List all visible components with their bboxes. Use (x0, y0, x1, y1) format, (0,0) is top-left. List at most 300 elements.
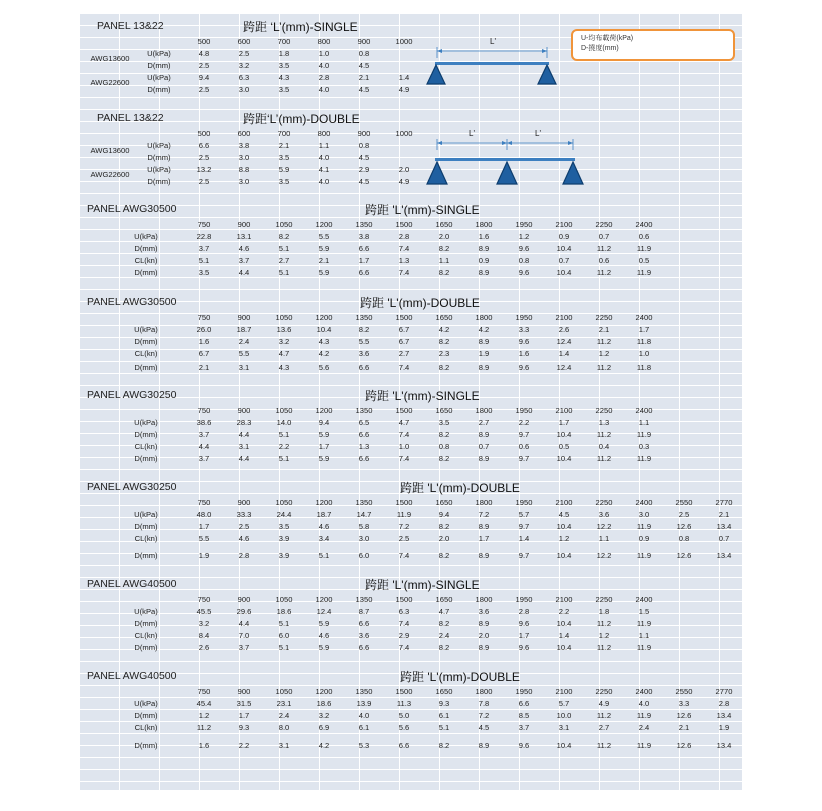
row-label: U(kPa) (147, 49, 171, 58)
table-cell: 11.8 (636, 337, 652, 346)
table-cell: 3.2 (278, 337, 290, 346)
table-cell: 3.8 (238, 141, 250, 150)
table-cell: 5.1 (278, 619, 290, 628)
legend-d-line: D-撓度(mm) (581, 45, 619, 52)
row-label: CL(kn) (134, 631, 158, 640)
table-cell: 1.0 (638, 349, 650, 358)
series-name: AWG22600 (90, 78, 130, 87)
table-cell: 11.2 (196, 723, 212, 732)
table-cell: 4.3 (278, 73, 290, 82)
table-cell: 7.2 (398, 522, 410, 531)
table-cell: 45.4 (196, 699, 212, 708)
row-label: CL(kn) (134, 534, 158, 543)
table-cell: 11.9 (636, 741, 652, 750)
table-cell: 5.9 (318, 268, 330, 277)
table-cell: 22.8 (196, 232, 212, 241)
span-header: 1650 (435, 406, 453, 415)
table-cell: 9.7 (518, 430, 530, 439)
span-heading: 跨距‘L’(mm)-DOUBLE (243, 112, 360, 126)
span-heading: 跨距 'L'(mm)-SINGLE (365, 389, 480, 403)
table-cell: 1.8 (598, 607, 610, 616)
table-cell: 6.7 (198, 349, 210, 358)
span-header: 1950 (515, 595, 533, 604)
row-label: CL(kn) (134, 723, 158, 732)
table-cell: 6.0 (278, 631, 290, 640)
table-cell: 0.8 (678, 534, 690, 543)
table-cell: 8.9 (478, 244, 490, 253)
table-cell: 4.9 (398, 85, 410, 94)
table-cell: 4.4 (238, 430, 250, 439)
table-cell: 7.4 (398, 244, 410, 253)
table-cell: 11.2 (596, 741, 612, 750)
table-cell: 1.1 (638, 418, 650, 427)
table-cell: 11.9 (636, 430, 652, 439)
span-header: 2400 (635, 595, 653, 604)
table-cell: 7.4 (398, 643, 410, 652)
table-cell: 1.9 (718, 723, 730, 732)
table-cell: 6.6 (518, 699, 530, 708)
table-cell: 1.0 (318, 49, 330, 58)
table-cell: 4.9 (598, 699, 610, 708)
table-cell: 5.9 (318, 454, 330, 463)
table-cell: 3.7 (238, 643, 250, 652)
table-cell: 1.0 (398, 442, 410, 451)
table-cell: 2.7 (598, 723, 610, 732)
table-cell: 7.4 (398, 268, 410, 277)
table-cell: 4.2 (438, 325, 450, 334)
table-cell: 1.7 (318, 442, 330, 451)
span-label-left: L' (469, 129, 475, 138)
table-cell: 11.2 (596, 711, 612, 720)
table-cell: 13.4 (716, 551, 732, 560)
table-cell: 6.3 (398, 607, 410, 616)
span-header: 1200 (315, 687, 333, 696)
table-cell: 1.7 (638, 325, 650, 334)
span-header: 900 (357, 129, 371, 138)
table-cell: 2.7 (398, 349, 410, 358)
row-label: D(mm) (134, 244, 158, 253)
panel-title: PANEL AWG30500 (87, 296, 177, 308)
span-header: 1800 (475, 498, 493, 507)
panel-title: PANEL AWG30250 (87, 389, 177, 401)
table-cell: 0.8 (358, 49, 370, 58)
table-cell: 1.4 (518, 534, 530, 543)
table-cell: 4.3 (318, 337, 330, 346)
table-cell: 9.4 (438, 510, 450, 519)
table-cell: 0.6 (638, 232, 650, 241)
span-header: 750 (197, 313, 211, 322)
table-cell: 23.1 (276, 699, 292, 708)
table-cell: 3.1 (238, 363, 250, 372)
table-cell: 4.4 (238, 619, 250, 628)
table-cell: 0.4 (598, 442, 610, 451)
table-cell: 8.2 (438, 363, 450, 372)
row-label: D(mm) (134, 268, 158, 277)
span-header: 2770 (715, 687, 733, 696)
table-cell: 2.9 (358, 165, 370, 174)
table-cell: 1.2 (198, 711, 210, 720)
table-cell: 4.4 (198, 442, 210, 451)
table-cell: 0.7 (558, 256, 570, 265)
table-cell: 6.0 (358, 551, 370, 560)
table-cell: 0.6 (518, 442, 530, 451)
table-cell: 13.4 (716, 741, 732, 750)
table-cell: 9.6 (518, 741, 530, 750)
table-cell: 4.4 (238, 454, 250, 463)
span-header: 2400 (635, 406, 653, 415)
table-cell: 8.9 (478, 363, 490, 372)
table-cell: 13.1 (236, 232, 252, 241)
table-cell: 12.4 (556, 337, 572, 346)
table-cell: 4.2 (318, 741, 330, 750)
span-header: 900 (237, 406, 251, 415)
table-cell: 8.9 (478, 268, 490, 277)
span-header: 2100 (555, 313, 573, 322)
table-cell: 6.6 (358, 268, 370, 277)
table-cell: 4.8 (198, 49, 210, 58)
table-cell: 11.2 (596, 619, 612, 628)
table-cell: 2.0 (438, 232, 450, 241)
table-cell: 11.2 (596, 244, 612, 253)
span-header: 2100 (555, 687, 573, 696)
table-cell: 18.7 (316, 510, 332, 519)
table-cell: 1.4 (398, 73, 410, 82)
table-cell: 4.5 (358, 153, 370, 162)
table-cell: 8.9 (478, 337, 490, 346)
table-cell: 3.0 (638, 510, 650, 519)
span-header: 2400 (635, 498, 653, 507)
table-cell: 2.4 (438, 631, 450, 640)
table-cell: 12.2 (596, 522, 612, 531)
table-cell: 1.3 (358, 442, 370, 451)
table-cell: 5.1 (318, 551, 330, 560)
table-cell: 10.4 (556, 643, 572, 652)
table-cell: 2.4 (238, 337, 250, 346)
table-cell: 4.7 (278, 349, 290, 358)
span-header: 750 (197, 220, 211, 229)
span-header: 2100 (555, 406, 573, 415)
panel-title: PANEL AWG40500 (87, 670, 177, 682)
row-label: D(mm) (147, 177, 171, 186)
table-cell: 5.7 (518, 510, 530, 519)
span-header: 2400 (635, 220, 653, 229)
span-header: 1800 (475, 220, 493, 229)
span-header: 1350 (355, 313, 373, 322)
table-cell: 14.0 (276, 418, 292, 427)
span-heading: 跨距 ‘L’(mm)-SINGLE (243, 20, 358, 34)
row-label: D(mm) (134, 522, 158, 531)
table-cell: 7.4 (398, 619, 410, 628)
table-cell: 18.6 (276, 607, 292, 616)
table-cell: 3.7 (198, 244, 210, 253)
table-cell: 4.0 (638, 699, 650, 708)
table-cell: 0.8 (438, 442, 450, 451)
table-cell: 1.7 (238, 711, 250, 720)
table-cell: 6.6 (358, 454, 370, 463)
table-cell: 3.7 (238, 256, 250, 265)
table-cell: 12.6 (676, 741, 692, 750)
table-cell: 7.4 (398, 551, 410, 560)
table-cell: 9.7 (518, 454, 530, 463)
span-header: 1950 (515, 498, 533, 507)
table-cell: 1.7 (558, 418, 570, 427)
span-header: 900 (237, 313, 251, 322)
table-cell: 2.5 (198, 61, 210, 70)
table-cell: 8.9 (478, 741, 490, 750)
table-cell: 5.5 (358, 337, 370, 346)
table-cell: 8.2 (438, 244, 450, 253)
row-label: U(kPa) (134, 232, 158, 241)
table-cell: 3.6 (358, 349, 370, 358)
table-cell: 12.6 (676, 711, 692, 720)
table-cell: 6.6 (358, 643, 370, 652)
table-cell: 6.6 (358, 619, 370, 628)
row-label: CL(kn) (134, 349, 158, 358)
table-cell: 10.0 (556, 711, 572, 720)
table-cell: 0.9 (478, 256, 490, 265)
table-cell: 1.4 (558, 349, 570, 358)
span-header: 1500 (395, 406, 413, 415)
table-cell: 9.6 (518, 619, 530, 628)
row-label: D(mm) (147, 61, 171, 70)
table-cell: 3.5 (278, 153, 290, 162)
table-cell: 9.4 (198, 73, 210, 82)
span-header: 500 (197, 129, 211, 138)
table-cell: 3.0 (238, 85, 250, 94)
single-span-diagram (425, 36, 565, 91)
span-header: 1200 (315, 595, 333, 604)
table-cell: 5.1 (278, 643, 290, 652)
table-cell: 4.1 (318, 165, 330, 174)
table-cell: 11.9 (636, 454, 652, 463)
table-cell: 9.4 (318, 418, 330, 427)
table-cell: 26.0 (196, 325, 212, 334)
row-label: U(kPa) (134, 510, 158, 519)
table-cell: 8.7 (358, 607, 370, 616)
table-cell: 2.1 (198, 363, 210, 372)
table-cell: 3.2 (198, 619, 210, 628)
table-cell: 5.0 (398, 711, 410, 720)
table-cell: 3.7 (198, 454, 210, 463)
table-cell: 1.6 (478, 232, 490, 241)
table-cell: 5.5 (318, 232, 330, 241)
table-cell: 11.9 (636, 619, 652, 628)
span-header: 800 (317, 37, 331, 46)
table-cell: 4.6 (238, 244, 250, 253)
double-span-diagram (425, 128, 585, 190)
table-cell: 24.4 (276, 510, 292, 519)
table-cell: 10.4 (556, 522, 572, 531)
span-header: 1050 (275, 498, 293, 507)
table-cell: 9.6 (518, 363, 530, 372)
table-cell: 1.2 (598, 349, 610, 358)
table-cell: 7.0 (238, 631, 250, 640)
table-cell: 12.2 (596, 551, 612, 560)
table-cell: 1.1 (438, 256, 450, 265)
table-cell: 8.2 (438, 551, 450, 560)
row-label: CL(kn) (134, 442, 158, 451)
table-cell: 3.2 (238, 61, 250, 70)
table-cell: 1.7 (478, 534, 490, 543)
span-header: 1500 (395, 498, 413, 507)
row-label: U(kPa) (147, 73, 171, 82)
row-label: D(mm) (134, 619, 158, 628)
span-header: 900 (357, 37, 371, 46)
table-cell: 2.4 (638, 723, 650, 732)
table-cell: 5.5 (238, 349, 250, 358)
table-cell: 3.6 (358, 631, 370, 640)
span-header: 1050 (275, 313, 293, 322)
table-cell: 8.9 (478, 454, 490, 463)
span-header: 1350 (355, 687, 373, 696)
table-cell: 10.4 (556, 454, 572, 463)
table-cell: 2.0 (438, 534, 450, 543)
panel-title: PANEL 13&22 (97, 112, 164, 124)
table-cell: 3.1 (238, 442, 250, 451)
table-cell: 11.3 (396, 699, 412, 708)
table-cell: 8.8 (238, 165, 250, 174)
table-cell: 0.5 (558, 442, 570, 451)
table-cell: 11.9 (636, 268, 652, 277)
table-cell: 3.5 (198, 268, 210, 277)
table-cell: 9.6 (518, 643, 530, 652)
table-cell: 3.7 (198, 430, 210, 439)
table-cell: 48.0 (196, 510, 212, 519)
table-cell: 3.3 (518, 325, 530, 334)
table-cell: 6.6 (358, 244, 370, 253)
table-cell: 3.2 (318, 711, 330, 720)
table-cell: 2.8 (238, 551, 250, 560)
table-cell: 1.3 (398, 256, 410, 265)
span-header: 1950 (515, 406, 533, 415)
table-cell: 0.9 (558, 232, 570, 241)
panel-title: PANEL AWG30500 (87, 203, 177, 215)
table-cell: 2.5 (238, 49, 250, 58)
table-cell: 6.7 (398, 325, 410, 334)
table-cell: 4.6 (318, 522, 330, 531)
table-cell: 5.9 (278, 165, 290, 174)
span-heading: 跨距 'L'(mm)-SINGLE (365, 203, 480, 217)
table-cell: 11.9 (636, 711, 652, 720)
table-cell: 1.2 (518, 232, 530, 241)
table-cell: 4.2 (318, 349, 330, 358)
table-cell: 6.5 (358, 418, 370, 427)
table-cell: 11.8 (636, 363, 652, 372)
span-header: 1350 (355, 595, 373, 604)
table-cell: 14.7 (356, 510, 372, 519)
span-header: 600 (237, 37, 251, 46)
table-cell: 1.6 (518, 349, 530, 358)
table-cell: 2.6 (558, 325, 570, 334)
table-cell: 1.6 (198, 337, 210, 346)
table-cell: 3.0 (358, 534, 370, 543)
table-cell: 8.9 (478, 551, 490, 560)
table-cell: 11.2 (596, 454, 612, 463)
table-cell: 9.7 (518, 522, 530, 531)
table-cell: 3.6 (598, 510, 610, 519)
table-cell: 2.8 (398, 232, 410, 241)
table-cell: 6.1 (358, 723, 370, 732)
table-cell: 18.7 (236, 325, 252, 334)
table-cell: 10.4 (556, 268, 572, 277)
table-cell: 11.2 (596, 643, 612, 652)
table-cell: 13.6 (276, 325, 292, 334)
span-header: 1350 (355, 498, 373, 507)
table-cell: 10.4 (556, 741, 572, 750)
table-cell: 8.2 (438, 337, 450, 346)
table-cell: 4.0 (318, 85, 330, 94)
table-cell: 11.9 (636, 522, 652, 531)
table-cell: 12.6 (676, 522, 692, 531)
span-heading: 跨距 'L'(mm)-DOUBLE (400, 481, 520, 495)
table-cell: 13.4 (716, 711, 732, 720)
table-cell: 5.9 (318, 244, 330, 253)
table-cell: 7.4 (398, 430, 410, 439)
table-cell: 8.2 (438, 268, 450, 277)
span-header: 750 (197, 498, 211, 507)
table-cell: 11.2 (596, 268, 612, 277)
table-cell: 3.5 (438, 418, 450, 427)
table-cell: 5.1 (278, 244, 290, 253)
table-cell: 1.5 (638, 607, 650, 616)
span-header: 2400 (635, 687, 653, 696)
span-header: 1350 (355, 406, 373, 415)
row-label: U(kPa) (134, 699, 158, 708)
table-cell: 6.6 (358, 363, 370, 372)
span-header: 1650 (435, 687, 453, 696)
table-cell: 2.0 (478, 631, 490, 640)
table-cell: 2.7 (278, 256, 290, 265)
table-cell: 1.9 (198, 551, 210, 560)
span-header: 1350 (355, 220, 373, 229)
table-cell: 4.0 (318, 153, 330, 162)
table-cell: 8.2 (438, 619, 450, 628)
table-cell: 2.8 (718, 699, 730, 708)
table-cell: 4.0 (318, 61, 330, 70)
table-cell: 0.7 (598, 232, 610, 241)
table-cell: 4.6 (238, 534, 250, 543)
span-header: 2770 (715, 498, 733, 507)
table-cell: 2.8 (318, 73, 330, 82)
table-cell: 0.8 (518, 256, 530, 265)
table-cell: 2.7 (478, 418, 490, 427)
table-cell: 13.4 (716, 522, 732, 531)
table-cell: 5.9 (318, 643, 330, 652)
table-cell: 1.7 (358, 256, 370, 265)
table-cell: 8.2 (438, 522, 450, 531)
table-cell: 9.6 (518, 268, 530, 277)
span-header: 1650 (435, 595, 453, 604)
span-header: 1650 (435, 220, 453, 229)
table-cell: 1.1 (638, 631, 650, 640)
table-cell: 5.3 (358, 741, 370, 750)
span-header: 2250 (595, 595, 613, 604)
span-header: 2100 (555, 595, 573, 604)
table-cell: 6.6 (398, 741, 410, 750)
table-cell: 31.5 (236, 699, 252, 708)
table-cell: 8.2 (438, 643, 450, 652)
table-cell: 12.6 (676, 551, 692, 560)
table-cell: 4.9 (398, 177, 410, 186)
table-cell: 4.5 (558, 510, 570, 519)
span-header: 2250 (595, 220, 613, 229)
span-header: 1050 (275, 220, 293, 229)
table-cell: 6.7 (398, 337, 410, 346)
table-cell: 8.5 (518, 711, 530, 720)
span-header: 700 (277, 129, 291, 138)
span-header: 1500 (395, 220, 413, 229)
table-cell: 2.1 (278, 141, 290, 150)
